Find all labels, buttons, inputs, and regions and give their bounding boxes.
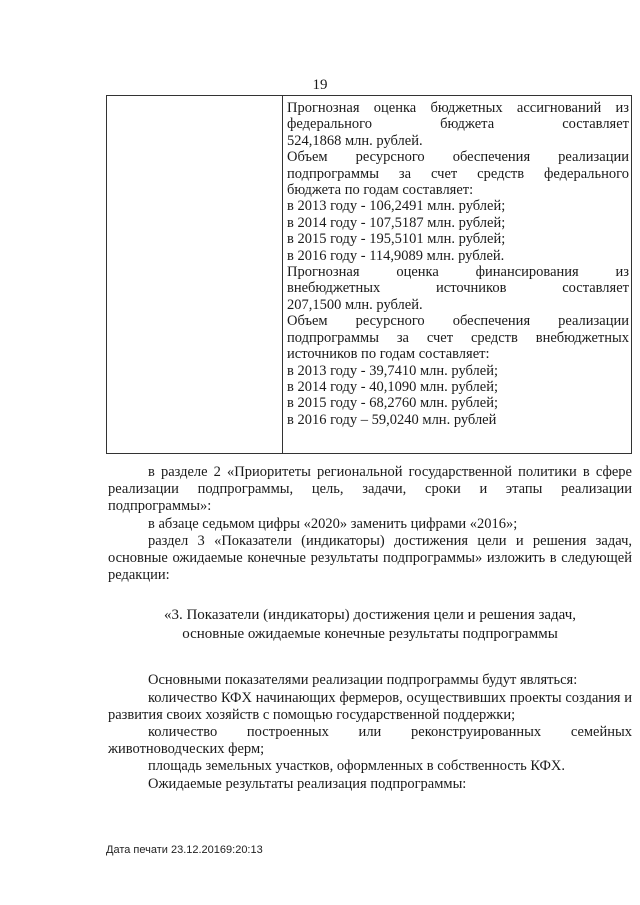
table-line: в 2015 году - 195,5101 млн. рублей;	[287, 231, 506, 248]
table-line: в 2016 году - 114,9089 млн. рублей.	[287, 247, 505, 264]
table-left-cell	[107, 96, 283, 453]
table-line: в 2016 году – 59,0240 млн. рублей	[287, 411, 497, 428]
table-line: Прогнозная оценка финансирования из	[287, 264, 629, 281]
paragraph-abzac-7: в абзаце седьмом цифры «2020» заменить цифрами «2016»;	[148, 515, 518, 532]
print-date: Дата печати 23.12.20169:20:13	[106, 844, 263, 856]
table-line: в 2013 году - 106,2491 млн. рублей;	[287, 198, 506, 215]
section-heading	[108, 606, 632, 644]
table-line: бюджета по годам составляет:	[287, 182, 474, 199]
table-line: федерального бюджета составляет	[287, 116, 629, 133]
paragraph-land-area: площадь земельных участков, оформленных в собственность КФХ.	[148, 758, 566, 775]
table-line: Объем ресурсного обеспечения реализации	[287, 313, 629, 330]
table-line: 524,1868 млн. рублей.	[287, 132, 423, 149]
paragraph-farms-count: количество построенных или реконструированных семейных животноводческих ферм;	[108, 724, 632, 758]
table-line: 207,1500 млн. рублей.	[287, 296, 423, 313]
table-line: в 2013 году - 39,7410 млн. рублей;	[287, 362, 498, 379]
table-line: в 2014 году - 107,5187 млн. рублей;	[287, 214, 506, 231]
heading-line-2: основные ожидаемые конечные результаты подпрограммы	[182, 626, 558, 643]
table-line: подпрограммы за счет средств внебюджетных	[287, 329, 629, 346]
page-number: 19	[312, 77, 328, 93]
paragraph-expected-results: Ожидаемые результаты реализация подпрограммы:	[148, 775, 467, 792]
table-line: Объем ресурсного обеспечения реализации	[287, 149, 629, 166]
financing-table	[106, 95, 632, 454]
paragraph-indicators-intro: Основными показателями реализации подпрограммы будут являться:	[148, 672, 578, 689]
table-right-cell	[287, 100, 629, 428]
table-line: Прогнозная оценка бюджетных ассигнований из	[287, 100, 629, 116]
table-line: в 2015 году - 68,2760 млн. рублей;	[287, 395, 498, 412]
paragraph-kfh-count: количество КФХ начинающих фермеров, осуществивших проекты создания и развития своих хозяйств с помощью государственной поддержки;	[108, 689, 632, 723]
table-line: внебюджетных источников составляет	[287, 280, 629, 297]
paragraph-section-3: раздел 3 «Показатели (индикаторы) достижения цели и решения задач, основные ожидаемые конечные результаты подпрограммы» изложить в следующей редакции:	[108, 532, 632, 584]
heading-line-1: «3. Показатели (индикаторы) достижения цели и решения задач,	[163, 607, 577, 624]
document-body	[108, 464, 632, 793]
paragraph-section-2: в разделе 2 «Приоритеты региональной государственной политики в сфере реализации подпрограммы, цель, задачи, сроки и этапы реализации подпрограммы»:	[108, 464, 632, 515]
table-line: источников по годам составляет:	[287, 346, 490, 363]
table-line: подпрограммы за счет средств федерального	[287, 165, 629, 182]
table-line: в 2014 году - 40,1090 млн. рублей;	[287, 378, 498, 395]
